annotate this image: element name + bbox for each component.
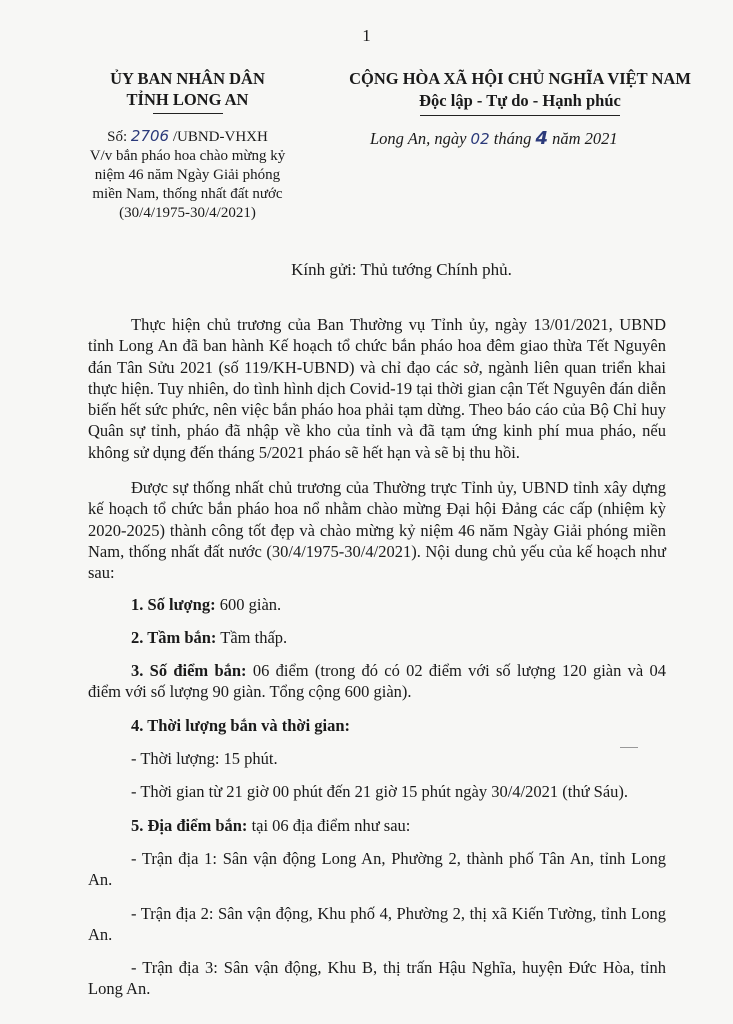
agency-underline (153, 113, 223, 114)
page-number: 1 (362, 26, 371, 45)
item-quantity-label: 1. Số lượng: (131, 594, 216, 614)
agency-line-1: ỦY BAN NHÂN DÂN (110, 69, 265, 88)
paragraph-1: Thực hiện chủ trương của Ban Thường vụ Tỉnh ủy, ngày 13/01/2021, UBND tỉnh Long An đã ban hành Kế hoạch tổ chức bắn pháo hoa đêm giao thừa Tết Nguyên đán Tân Sửu 2021 (số 119/KH-UBND) và chỉ đạo các sở, ngành liên quan triển khai thực hiện. Tuy nhiên, do tình hình dịch Covid-19 tại thời gian cận Tết Nguyên đán diễn biến hết sức phức, nên việc bắn pháo hoa phải tạm dừng. Theo báo cáo của Bộ Chỉ huy Quân sự tỉnh, pháo đã nhập về kho của tỉnh và đã tạm ứng kinh phí mua pháo, nếu không sử dụng đến tháng 5/2021 pháo sẽ hết hạn và sẽ bị thu hồi. (88, 315, 666, 462)
nation-motto: Độc lập - Tự do - Hạnh phúc (419, 91, 621, 110)
national-motto (325, 68, 715, 116)
date-day-handwritten: 02 (470, 130, 490, 148)
item-locations-text: tại 06 địa điểm như sau: (247, 815, 411, 835)
item-sites-count-text: 06 điểm (trong đó có 02 điểm với số lượng 120 giàn và 04 điểm với số lượng 90 giàn. Tổng cộng 600 giàn). (88, 661, 666, 702)
site-1: - Trận địa 1: Sân vận động Long An, Phường 2, thành phố Tân An, tỉnh Long An. (88, 848, 666, 890)
date-month-label: tháng (489, 129, 536, 148)
item-locations (88, 815, 666, 836)
paragraph-2: Được sự thống nhất chủ trương của Thường trực Tỉnh ủy, UBND tỉnh xây dựng kế hoạch tổ chức bắn pháo hoa nổ nhằm chào mừng Đại hội Đảng các cấp (nhiệm kỳ 2020-2025) thành công tốt đẹp và chào mừng kỷ niệm 46 năm Ngày Giải phóng miền Nam, thống nhất đất nước (30/4/1975-30/4/2021). Nội dung chủ yếu của kế hoạch như sau: (88, 478, 666, 583)
nation-underline (420, 115, 620, 116)
site-2: - Trận địa 2: Sân vận động, Khu phố 4, Phường 2, thị xã Kiến Tường, tỉnh Long An. (88, 903, 666, 944)
subject-line-3: miền Nam, thống nhất đất nước (92, 186, 283, 202)
item-quantity-text: 600 giàn. (215, 594, 282, 614)
doc-number-prefix: Số: (107, 129, 131, 145)
agency-line-2: TỈNH LONG AN (126, 90, 249, 109)
faint-pen-mark (620, 747, 638, 748)
doc-number-handwritten: 2706 (130, 127, 170, 145)
subject-line-4: (30/4/1975-30/4/2021) (119, 205, 256, 221)
document-number (80, 127, 295, 147)
document-number-block (80, 127, 295, 223)
item-range-text: Tầm thấp. (216, 627, 288, 647)
date-prefix: Long An, ngày (370, 129, 471, 148)
item-sites-count (88, 660, 666, 703)
doc-number-suffix: /UBND-VHXH (169, 129, 268, 145)
date-month-handwritten: 4 (535, 128, 548, 149)
item-range (88, 627, 666, 648)
nation-title: CỘNG HÒA XÃ HỘI CHỦ NGHĨA VIỆT NAM (349, 69, 691, 88)
recipient-label: Kính gửi: Thủ tướng Chính phủ. (291, 260, 512, 279)
item-sites-count-label: 3. Số điểm bắn: (131, 661, 247, 681)
item-locations-label: 5. Địa điểm bắn: (131, 815, 248, 835)
subject-line-1: V/v bắn pháo hoa chào mừng kỷ (89, 148, 286, 164)
item-quantity (88, 594, 666, 615)
item-duration (88, 715, 666, 736)
issuing-agency (80, 68, 295, 114)
subject-line-2: niệm 46 năm Ngày Giải phóng (94, 167, 281, 183)
item-duration-label: 4. Thời lượng bắn và thời gian: (131, 715, 351, 735)
site-3: - Trận địa 3: Sân vận động, Khu B, thị trấn Hậu Nghĩa, huyện Đức Hòa, tỉnh Long An. (88, 958, 666, 999)
recipient (0, 260, 733, 280)
place-date (370, 128, 730, 149)
date-year: năm 2021 (548, 129, 618, 148)
item-duration-length: - Thời lượng: 15 phút. (131, 749, 278, 769)
item-range-label: 2. Tầm bắn: (131, 627, 217, 647)
letter-body (88, 314, 666, 1012)
item-duration-time: - Thời gian từ 21 giờ 00 phút đến 21 giờ 15 phút ngày 30/4/2021 (thứ Sáu). (131, 782, 629, 802)
